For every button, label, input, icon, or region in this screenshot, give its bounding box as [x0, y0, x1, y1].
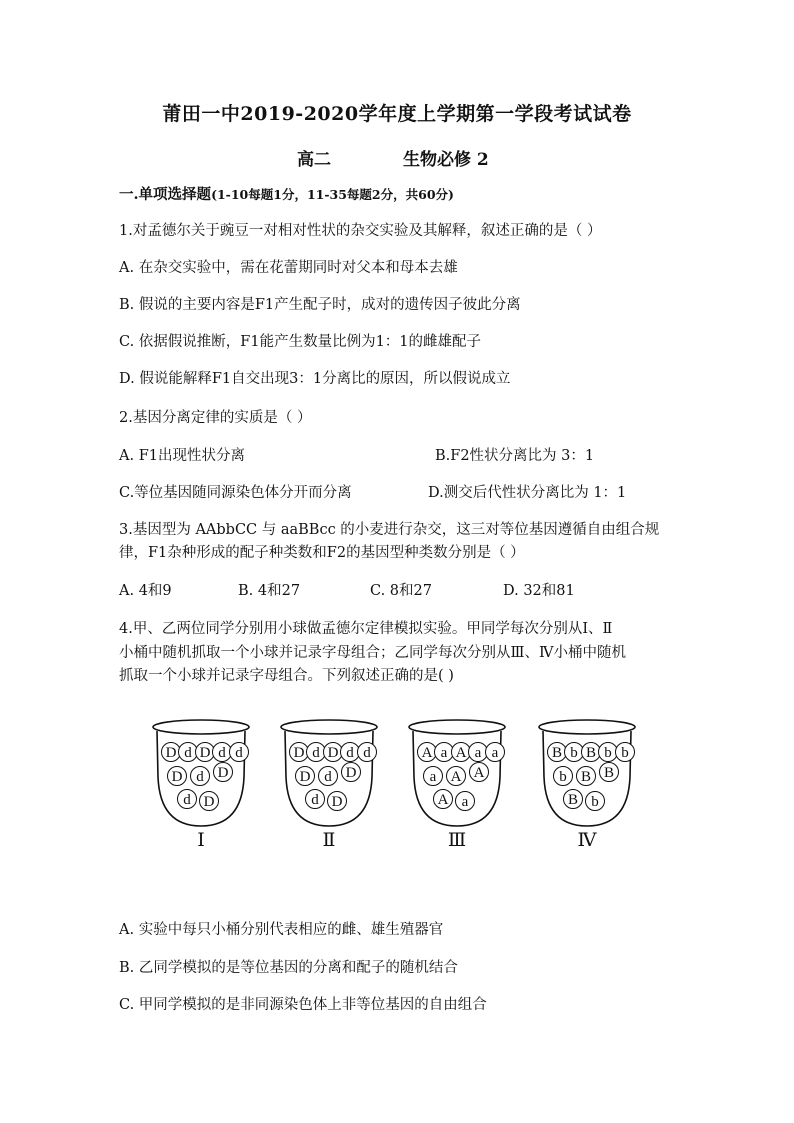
- bucket-ball-label: d: [184, 745, 192, 761]
- bucket-ball-label: a: [440, 745, 448, 761]
- bucket-ball-label: b: [591, 794, 599, 810]
- bucket-ball-label: A: [437, 792, 449, 808]
- question-3-stem-line-1: 3.基因型为 AAbbCC 与 aaBBcc 的小麦进行杂交，这三对等位基因遵循自由组合规: [119, 522, 660, 538]
- question-3-option-d: D. 32和81: [503, 583, 575, 599]
- bucket-ball-label: a: [461, 794, 469, 810]
- bucket-ball-label: a: [429, 769, 437, 785]
- bucket-ball-label: d: [235, 745, 243, 761]
- question-1-option-b: B. 假说的主要内容是F1产生配子时，成对的遗传因子彼此分离: [119, 297, 521, 313]
- bucket-ball-label: B: [551, 745, 563, 761]
- question-1-option-a: A. 在杂交实验中，需在花蕾期同时对父本和母本去雄: [119, 260, 458, 276]
- page-title: 莆田一中2019-2020学年度上学期第一学段考试试卷: [162, 103, 632, 125]
- question-3-option-a: A. 4和9: [119, 583, 172, 599]
- bucket-rim: [153, 720, 249, 734]
- bucket-label: Ⅰ: [197, 830, 205, 851]
- bucket-ball-label: B: [580, 769, 592, 785]
- bucket-ball-label: d: [196, 769, 204, 785]
- section-note: (1-10每题1分，11-35每题2分，共60分): [211, 187, 454, 202]
- bucket-label: Ⅲ: [447, 830, 467, 851]
- bucket-4: [539, 720, 635, 851]
- question-1-option-c: C. 依据假说推断，F1能产生数量比例为1：1的雌雄配子: [119, 334, 482, 350]
- subject-label: 生物必修 2: [403, 150, 489, 170]
- bucket-ball-label: a: [474, 745, 482, 761]
- bucket-ball-label: A: [450, 769, 462, 785]
- bucket-ball-label: D: [171, 769, 183, 785]
- section-title: 一.单项选择题: [119, 186, 212, 203]
- bucket-ball-label: a: [491, 745, 499, 761]
- bucket-ball-label: B: [603, 765, 615, 781]
- bucket-ball-label: D: [345, 765, 357, 781]
- bucket-ball-label: B: [567, 792, 579, 808]
- bucket-ball-label: A: [473, 765, 485, 781]
- bucket-ball-label: D: [199, 745, 211, 761]
- question-4-option-b: B. 乙同学模拟的是等位基因的分离和配子的随机结合: [119, 960, 458, 976]
- question-3-option-c: C. 8和27: [370, 583, 432, 599]
- bucket-rim: [409, 720, 505, 734]
- bucket-ball-label: d: [346, 745, 354, 761]
- question-3-stem-line-2: 律，F1杂种形成的配子种类数和F2的基因型种类数分别是（ ）: [119, 545, 525, 561]
- bucket-ball-label: B: [585, 745, 597, 761]
- question-1-stem: 1.对孟德尔关于豌豆一对相对性状的杂交实验及其解释，叙述正确的是（ ）: [119, 223, 602, 239]
- bucket-ball-label: b: [604, 745, 612, 761]
- bucket-ball-label: D: [165, 745, 177, 761]
- question-4-stem-line-2: 小桶中随机抓取一个小球并记录字母组合；乙同学每次分别从Ⅲ、Ⅳ小桶中随机: [119, 645, 626, 661]
- bucket-ball-label: D: [293, 745, 305, 761]
- bucket-ball-label: D: [331, 794, 343, 810]
- bucket-2: [281, 720, 377, 851]
- bucket-ball-label: b: [621, 745, 629, 761]
- bucket-ball-label: d: [183, 792, 191, 808]
- bucket-ball-label: A: [455, 745, 467, 761]
- question-2-option-a: A. F1出现性状分离: [119, 448, 245, 464]
- question-1-option-d: D. 假说能解释F1自交出现3：1分离比的原因，所以假说成立: [119, 371, 511, 387]
- question-4-option-a: A. 实验中每只小桶分别代表相应的雌、雄生殖器官: [119, 922, 444, 938]
- bucket-ball-label: d: [324, 769, 332, 785]
- question-2-option-b: B.F2性状分离比为 3：1: [435, 448, 595, 464]
- bucket-ball-label: d: [363, 745, 371, 761]
- bucket-ball-label: d: [218, 745, 226, 761]
- bucket-ball-label: D: [299, 769, 311, 785]
- bucket-ball-label: b: [559, 769, 567, 785]
- bucket-label: Ⅱ: [322, 830, 336, 851]
- question-2-option-c: C.等位基因随同源染色体分开而分离: [119, 485, 352, 501]
- bucket-ball-label: D: [217, 765, 229, 781]
- bucket-1: [153, 720, 249, 851]
- question-4-stem-line-1: 4.甲、乙两位同学分别用小球做孟德尔定律模拟实验。甲同学每次分别从Ⅰ、Ⅱ: [119, 621, 613, 637]
- question-4-option-c: C. 甲同学模拟的是非同源染色体上非等位基因的自由组合: [119, 997, 487, 1013]
- bucket-ball-label: b: [570, 745, 578, 761]
- bucket-ball-label: d: [312, 745, 320, 761]
- bucket-rim: [281, 720, 377, 734]
- bucket-rim: [539, 720, 635, 734]
- question-3-option-b: B. 4和27: [238, 583, 301, 599]
- bucket-ball-label: D: [327, 745, 339, 761]
- question-2-option-d: D.测交后代性状分离比为 1：1: [428, 485, 627, 501]
- grade-label: 高二: [297, 150, 331, 170]
- bucket-ball-label: d: [311, 792, 319, 808]
- bucket-ball-label: D: [203, 794, 215, 810]
- bucket-ball-label: A: [421, 745, 433, 761]
- question-4-stem-line-3: 抓取一个小球并记录字母组合。下列叙述正确的是( ): [119, 668, 454, 684]
- bucket-3: [409, 720, 505, 851]
- bucket-label: Ⅳ: [577, 830, 597, 851]
- question-2-stem: 2.基因分离定律的实质是（ ）: [119, 410, 312, 426]
